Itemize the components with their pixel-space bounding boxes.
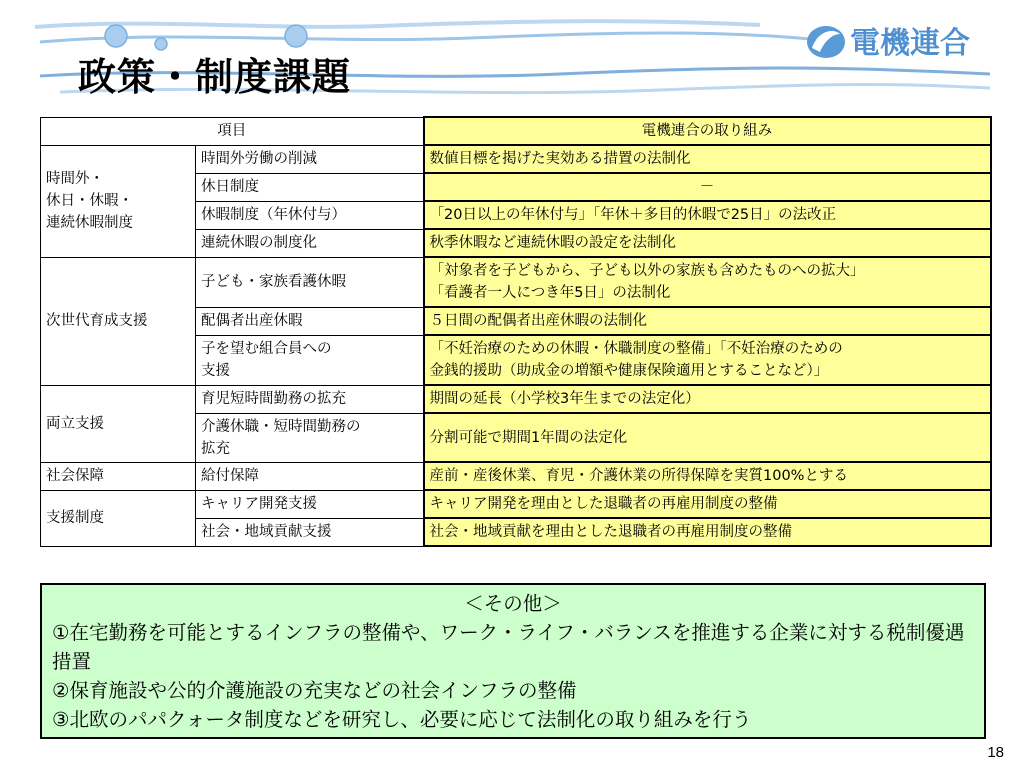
table-row — [41, 490, 991, 518]
item-cell: 連続休暇の制度化 — [196, 229, 424, 257]
item-cell: 介護休職・短時間勤務の 拡充 — [196, 413, 424, 462]
effort-cell: 社会・地域貢献を理由とした退職者の再雇用制度の整備 — [424, 518, 991, 546]
other-item: ①在宅勤務を可能とするインフラの整備や、ワーク・ライフ・バランスを推進する企業に対する税制優遇措置 — [52, 621, 965, 673]
category-cell: 支援制度 — [41, 490, 196, 546]
logo-graphic — [804, 20, 990, 64]
table-row — [41, 145, 991, 173]
effort-cell: 「対象者を子どもから、子ども以外の家族も含めたものへの拡大」 「看護者一人につき年5日」の法制化 — [424, 257, 991, 307]
page-number: 18 — [987, 744, 1004, 761]
item-cell: 休日制度 — [196, 173, 424, 201]
item-cell: 子ども・家族看護休暇 — [196, 257, 424, 307]
item-cell: 社会・地域貢献支援 — [196, 518, 424, 546]
policy-table — [40, 116, 992, 547]
item-cell: キャリア開発支援 — [196, 490, 424, 518]
effort-cell: 期間の延長（小学校3年生までの法定化） — [424, 385, 991, 413]
svg-text:電機連合: 電機連合 — [850, 26, 970, 61]
other-item: ②保育施設や公的介護施設の充実などの社会インフラの整備 — [52, 679, 577, 702]
category-cell: 両立支援 — [41, 385, 196, 462]
item-cell: 休暇制度（年休付与） — [196, 201, 424, 229]
item-cell: 給付保障 — [196, 462, 424, 490]
other-heading: ＜その他＞ — [464, 592, 562, 615]
category-cell: 次世代育成支援 — [41, 257, 196, 385]
effort-cell: 秋季休暇など連続休暇の設定を法制化 — [424, 229, 991, 257]
effort-cell: キャリア開発を理由とした退職者の再雇用制度の整備 — [424, 490, 991, 518]
item-cell: 時間外労働の削減 — [196, 145, 424, 173]
item-cell: 配偶者出産休暇 — [196, 307, 424, 335]
bubble-large — [105, 25, 127, 47]
table-row — [41, 462, 991, 490]
bubble-large — [285, 25, 307, 47]
page-title: 政策・制度課題 — [78, 55, 352, 99]
table-row — [41, 257, 991, 307]
effort-cell: 分割可能で期間1年間の法定化 — [424, 413, 991, 462]
header-item: 項目 — [41, 117, 424, 145]
table-row — [41, 385, 991, 413]
header-effort: 電機連合の取り組み — [424, 117, 991, 145]
category-cell: 時間外・ 休日・休暇・ 連続休暇制度 — [41, 145, 196, 257]
item-cell: 育児短時間勤務の拡充 — [196, 385, 424, 413]
other-measures-box — [40, 583, 986, 739]
effort-cell: 「20日以上の年休付与」「年休＋多目的休暇で25日」の法改正 — [424, 201, 991, 229]
table-header-row — [41, 117, 991, 145]
effort-cell: ５日間の配偶者出産休暇の法制化 — [424, 307, 991, 335]
item-cell: 子を望む組合員への 支援 — [196, 335, 424, 385]
effort-cell: 「不妊治療のための休暇・休職制度の整備」「不妊治療のための 金銭的援助（助成金の増額や健康保険適用とすることなど）」 — [424, 335, 991, 385]
effort-cell: 数値目標を掲げた実効ある措置の法制化 — [424, 145, 991, 173]
effort-cell: － — [424, 173, 991, 201]
other-item: ③北欧のパパクォータ制度などを研究し、必要に応じて法制化の取り組みを行う — [52, 708, 752, 731]
effort-cell: 産前・産後休業、育児・介護休業の所得保障を実質100%とする — [424, 462, 991, 490]
denki-rengo-logo — [804, 20, 990, 64]
category-cell: 社会保障 — [41, 462, 196, 490]
